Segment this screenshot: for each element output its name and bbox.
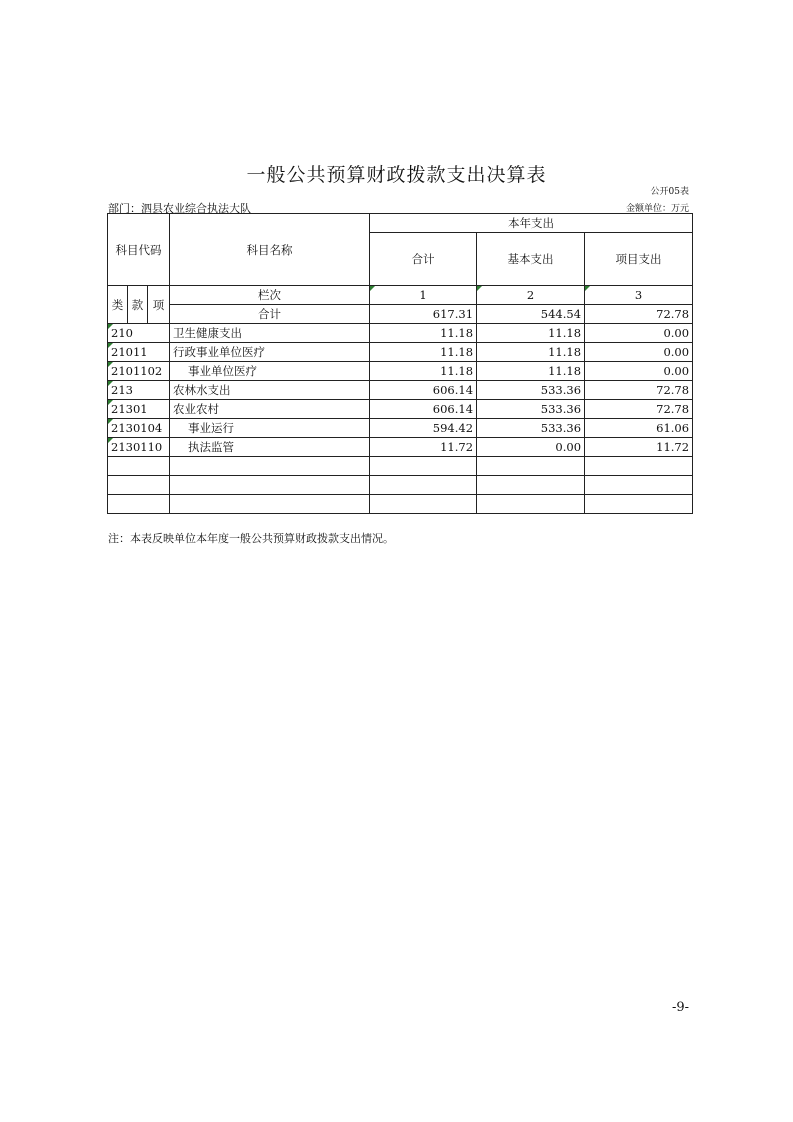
header-xiang: 项 — [148, 286, 170, 324]
empty-cell — [477, 476, 585, 495]
col-index-2: 2 — [477, 286, 585, 305]
row-code: 21011 — [108, 343, 170, 362]
row-basic: 533.36 — [477, 419, 585, 438]
empty-cell — [170, 476, 370, 495]
header-code: 科目代码 — [108, 214, 170, 286]
empty-cell — [477, 495, 585, 514]
row-total: 606.14 — [370, 400, 477, 419]
empty-cell — [108, 495, 170, 514]
total-amount: 617.31 — [370, 305, 477, 324]
header-kuan: 款 — [128, 286, 148, 324]
table-row — [108, 362, 693, 381]
header-column-index: 栏次 — [170, 286, 370, 305]
row-basic: 11.18 — [477, 362, 585, 381]
empty-cell — [585, 476, 693, 495]
empty-row — [108, 476, 693, 495]
header-name: 科目名称 — [170, 214, 370, 286]
col-index-3: 3 — [585, 286, 693, 305]
row-total: 11.18 — [370, 343, 477, 362]
table-row — [108, 381, 693, 400]
total-label: 合计 — [170, 305, 370, 324]
row-project: 0.00 — [585, 362, 693, 381]
empty-cell — [370, 476, 477, 495]
row-code: 210 — [108, 324, 170, 343]
table-note: 注：本表反映单位本年度一般公共预算财政拨款支出情况。 — [108, 532, 394, 545]
table-row — [108, 400, 693, 419]
header-year-expense: 本年支出 — [370, 214, 693, 233]
row-code: 2130104 — [108, 419, 170, 438]
total-basic: 544.54 — [477, 305, 585, 324]
row-total: 11.72 — [370, 438, 477, 457]
row-total: 606.14 — [370, 381, 477, 400]
empty-cell — [585, 457, 693, 476]
total-project: 72.78 — [585, 305, 693, 324]
header-lei: 类 — [108, 286, 128, 324]
row-name: 事业运行 — [170, 419, 370, 438]
row-code: 2130110 — [108, 438, 170, 457]
table-row — [108, 343, 693, 362]
row-basic: 11.18 — [477, 324, 585, 343]
row-name: 事业单位医疗 — [170, 362, 370, 381]
row-project: 61.06 — [585, 419, 693, 438]
empty-cell — [370, 457, 477, 476]
row-code: 213 — [108, 381, 170, 400]
row-code: 2101102 — [108, 362, 170, 381]
empty-row — [108, 457, 693, 476]
row-name: 执法监管 — [170, 438, 370, 457]
row-project: 0.00 — [585, 324, 693, 343]
row-name: 卫生健康支出 — [170, 324, 370, 343]
row-basic: 11.18 — [477, 343, 585, 362]
row-total: 11.18 — [370, 362, 477, 381]
empty-cell — [370, 495, 477, 514]
row-basic: 533.36 — [477, 381, 585, 400]
department-label: 部门：泗县农业综合执法大队 — [108, 202, 251, 215]
row-name: 农林水支出 — [170, 381, 370, 400]
empty-cell — [170, 457, 370, 476]
empty-cell — [108, 476, 170, 495]
row-project: 0.00 — [585, 343, 693, 362]
header-project: 项目支出 — [585, 233, 693, 286]
header-basic: 基本支出 — [477, 233, 585, 286]
row-project: 72.78 — [585, 400, 693, 419]
row-total: 594.42 — [370, 419, 477, 438]
empty-cell — [108, 457, 170, 476]
row-total: 11.18 — [370, 324, 477, 343]
row-basic: 0.00 — [477, 438, 585, 457]
col-index-1: 1 — [370, 286, 477, 305]
row-code: 21301 — [108, 400, 170, 419]
row-name: 农业农村 — [170, 400, 370, 419]
empty-row — [108, 495, 693, 514]
form-code: 公开05表 — [650, 187, 689, 197]
table-row — [108, 419, 693, 438]
row-project: 72.78 — [585, 381, 693, 400]
report-title: 一般公共预算财政拨款支出决算表 — [246, 164, 547, 186]
row-name: 行政事业单位医疗 — [170, 343, 370, 362]
empty-cell — [477, 457, 585, 476]
row-project: 11.72 — [585, 438, 693, 457]
empty-cell — [170, 495, 370, 514]
empty-cell — [585, 495, 693, 514]
page-number: -9- — [671, 1000, 689, 1015]
header-total: 合计 — [370, 233, 477, 286]
amount-unit: 金额单位：万元 — [625, 204, 689, 214]
row-basic: 533.36 — [477, 400, 585, 419]
table-row — [108, 438, 693, 457]
expense-table — [107, 213, 693, 514]
table-row — [108, 324, 693, 343]
